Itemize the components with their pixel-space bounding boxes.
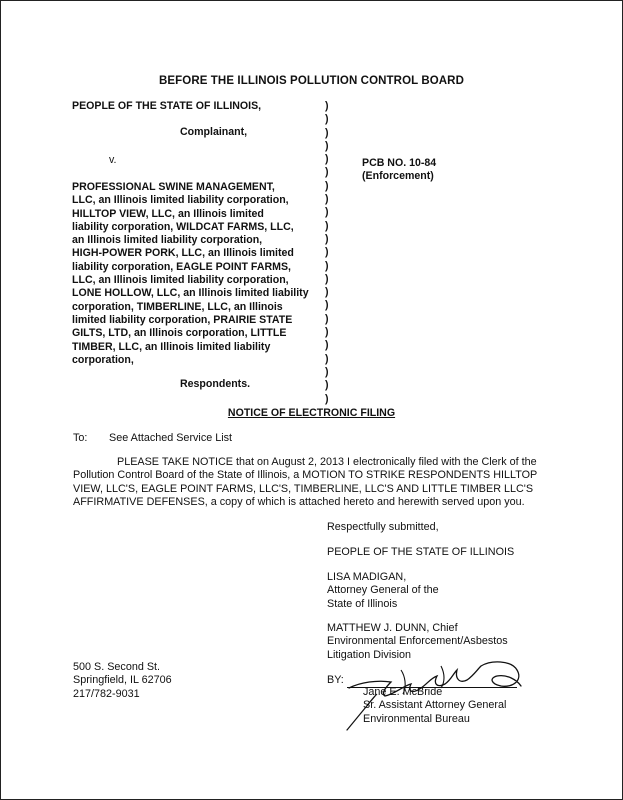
case-type: (Enforcement) xyxy=(362,170,434,183)
attorney-general-name: LISA MADIGAN, xyxy=(327,571,407,583)
attorney-general-title: Attorney General of the xyxy=(327,584,439,597)
respondents-label: Respondents. xyxy=(180,378,251,390)
respondent-line: LLC, an Illinois limited liability corporation, xyxy=(72,274,289,287)
respondent-line: limited liability corporation, PRAIRIE STATE xyxy=(72,313,293,326)
respondent-line: GILTS, LTD, an Illinois corporation, LITTLE xyxy=(72,327,287,340)
plaintiff-name: PEOPLE OF THE STATE OF ILLINOIS, xyxy=(72,100,262,112)
respondent-line: TIMBER, LLC, an Illinois limited liability xyxy=(72,340,271,353)
notice-body-paragraph: PLEASE TAKE NOTICE that on August 2, 2013 I electronically filed with the Clerk of the Pollution Control Board of the State of Illinois, a MOTION TO STRIKE RESPONDENTS HILLTOP VIEW, LLC'S, EAGLE POINT FARMS, LLC'S, TIMBERLINE, LLC'S AND LITTLE TIMBER LLC'S AFFIRMATIVE DEFENSES, a copy of which is attached hereto and herewith served upon you. xyxy=(73,456,538,509)
respondent-line: corporation, xyxy=(72,353,134,366)
address-street: 500 S. Second St. xyxy=(73,661,161,673)
respondent-line: an Illinois limited liability corporation, xyxy=(72,234,263,247)
case-number: PCB NO. 10-84 xyxy=(362,157,437,169)
signer-block xyxy=(363,686,506,726)
respondent-line: PROFESSIONAL SWINE MANAGEMENT, xyxy=(72,181,275,193)
signer-name: Jane E. McBride xyxy=(363,686,443,698)
caption-bracket-column: ) ) ) ) ) ) ) ) ) ) ) ) ) ) ) ) ) ) ) ) ) ) ) xyxy=(325,100,329,405)
to-value: See Attached Service List xyxy=(109,432,233,444)
respondent-line: corporation, TIMBERLINE, LLC, an Illinois xyxy=(72,300,283,313)
signer-title-2: Environmental Bureau xyxy=(363,712,470,725)
chief-title-2: Litigation Division xyxy=(327,648,412,661)
versus-label: v. xyxy=(109,154,117,166)
attorney-general-block xyxy=(327,571,439,611)
by-label: BY: xyxy=(327,674,344,686)
respondent-line: LONE HOLLOW, LLC, an Illinois limited liability xyxy=(72,287,309,300)
notice-title: NOTICE OF ELECTRONIC FILING xyxy=(227,407,396,419)
chief-name: MATTHEW J. DUNN, Chief xyxy=(327,622,458,634)
people-line: PEOPLE OF THE STATE OF ILLINOIS xyxy=(327,546,515,558)
respectfully-submitted: Respectfully submitted, xyxy=(327,521,439,533)
respondent-line: liability corporation, WILDCAT FARMS, LLC, xyxy=(72,220,294,233)
respondents-list xyxy=(72,181,309,367)
address-phone: 217/782-9031 xyxy=(73,687,140,700)
respondent-line: LLC, an Illinois limited liability corporation, xyxy=(72,194,289,207)
address-block xyxy=(73,661,172,701)
address-city: Springfield, IL 62706 xyxy=(73,674,172,687)
complainant-label: Complainant, xyxy=(180,126,248,138)
respondent-line: liability corporation, EAGLE POINT FARMS, xyxy=(72,260,291,273)
attorney-general-title-2: State of Illinois xyxy=(327,597,398,610)
respondent-line: HIGH-POWER PORK, LLC, an Illinois limited xyxy=(72,247,294,260)
respondent-line: HILLTOP VIEW, LLC, an Illinois limited xyxy=(72,207,264,220)
signer-title: Sr. Assistant Attorney General xyxy=(363,699,507,712)
document-heading: BEFORE THE ILLINOIS POLLUTION CONTROL BOARD xyxy=(158,75,464,87)
to-label: To: xyxy=(73,432,88,444)
chief-title: Environmental Enforcement/Asbestos xyxy=(327,635,508,648)
case-number-block xyxy=(362,157,436,184)
